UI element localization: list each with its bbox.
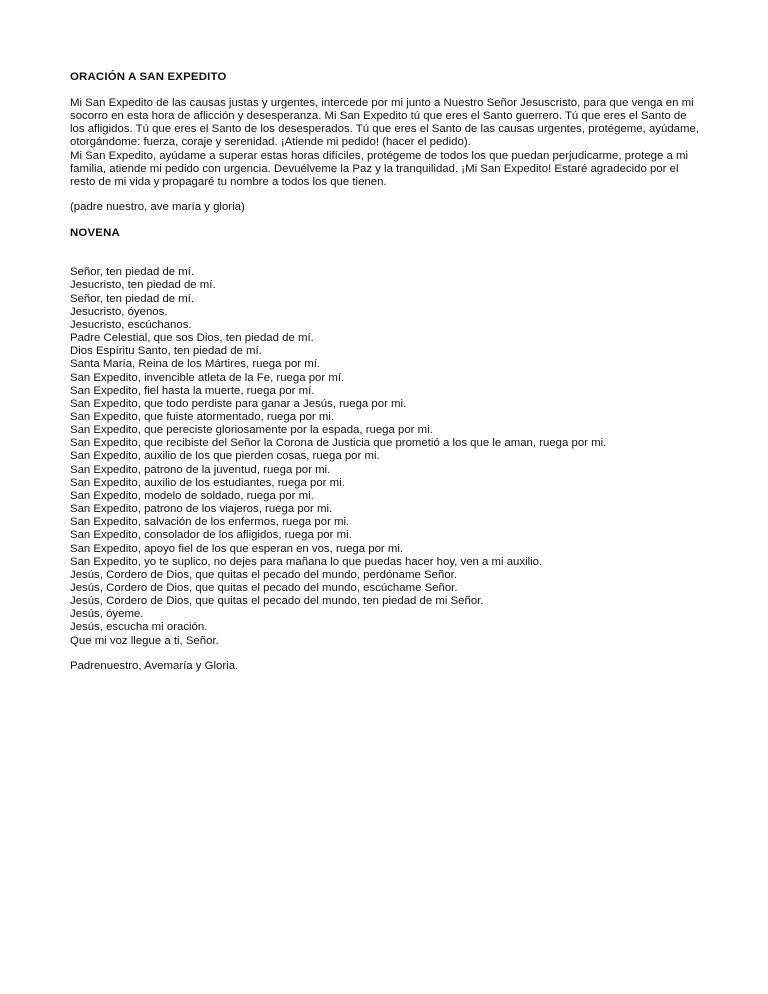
litany-line: San Expedito, consolador de los afligidos, ruega por mi.: [70, 529, 352, 542]
litany-line: Señor, ten piedad de mí.: [70, 292, 195, 305]
prayer-line: Mi San Expedito de las causas justas y urgentes, intercede por mi junto a Nuestro Señor Jesuscristo, para que venga en mi: [70, 97, 694, 109]
litany-line: San Expedito, que pereciste gloriosamente por la espada, ruega por mi.: [70, 424, 433, 437]
spacer: [70, 84, 710, 97]
prayer-line: socorro en esta hora de aflicción y desesperanza. Mi San Expedito tú que eres el Santo guerrero. Tú que eres el Santo de: [70, 110, 687, 123]
litany-line: San Expedito, auxilio de los que pierden cosas, ruega por mi.: [70, 450, 380, 463]
novena-title: NOVENA: [70, 227, 120, 240]
litany-line: Santa María, Reina de los Mártires, ruega por mí.: [70, 358, 321, 371]
litany-line: Jesucristo, óyenos.: [70, 305, 168, 318]
litany-line: San Expedito, que todo perdiste para ganar a Jesús, ruega por mi.: [70, 397, 407, 410]
litany-line: Jesucristo, ten piedad de mí.: [70, 279, 216, 292]
litany-line: San Expedito, auxilio de los estudiantes, ruega por mi.: [70, 476, 345, 489]
litany-line: Jesús, escucha mi oración.: [70, 621, 208, 634]
prayer-line: otorgándome: fuerza, coraje y serenidad. ¡Atiende mi pedido! (hacer el pedido).: [70, 136, 471, 149]
litany-line: San Expedito, apoyo fiel de los que esperan en vos, ruega por mi.: [70, 542, 404, 555]
prayer-line: familia, atiende mi pedido con urgencia. Devuélveme la Paz y la tranquilidad. ¡Mi San Expedito! Estaré agradecido por el: [70, 162, 679, 175]
closing-line: Padrenuestro, Avemaría y Gloria.: [70, 659, 239, 672]
litany-line: San Expedito, fiel hasta la muerte, ruega por mí.: [70, 384, 315, 397]
litany-line: San Expedito, que recibiste del Señor la Corona de Justicia que prometió a los que le aman, ruega por mi.: [70, 437, 607, 450]
prayer-title: ORACIÓN A SAN EXPEDITO: [70, 71, 227, 83]
litany-line: San Expedito, que fuiste atormentado, ruega por mi.: [70, 410, 335, 423]
litany-line: San Expedito, modelo de soldado, ruega por mi.: [70, 489, 314, 502]
litany-line: Que mi voz llegue a ti, Señor.: [70, 634, 219, 647]
prayer-line: Mi San Expedito, ayúdame a superar estas horas difíciles, protégeme de todos los que puedan perjudicarme, protege a mi: [70, 149, 688, 162]
litany-line: Jesucristo, escúchanos.: [70, 318, 192, 331]
prayer-line: los afligidos. Tú que eres el Santo de los desesperados. Tú que eres el Santo de las causas urgentes, protégeme, ayúdame,: [70, 123, 699, 136]
litany-list: [70, 266, 710, 648]
spacer: [70, 240, 710, 266]
spacer: [70, 189, 710, 201]
spacer: [70, 214, 710, 226]
prayer-body: [70, 97, 710, 189]
litany-line: Padre Celestial, que sos Dios, ten piedad de mí.: [70, 332, 314, 345]
litany-line: Jesús, Cordero de Dios, que quitas el pecado del mundo, ten piedad de mi Señor.: [70, 595, 484, 608]
litany-line: Señor, ten piedad de mí.: [70, 266, 195, 279]
litany-line: Jesús, Cordero de Dios, que quitas el pecado del mundo, escúchame Señor.: [70, 582, 458, 594]
prayer-line: resto de mi vida y propagaré tu nombre a todos los que tienen.: [70, 175, 387, 188]
litany-line: San Expedito, salvación de los enfermos, ruega por mi.: [70, 516, 350, 529]
litany-line: San Expedito, patrono de la juventud, ruega por mi.: [70, 463, 331, 476]
litany-line: San Expedito, yo te suplico, no dejes para mañana lo que puedas hacer hoy, ven a mi auxilio.: [70, 555, 543, 568]
prayer-note: (padre nuestro, ave maría y gloria): [70, 201, 245, 214]
document-page: [70, 70, 710, 673]
litany-line: San Expedito, invencible atleta de la Fe, ruega por mí.: [70, 371, 345, 384]
litany-line: Dios Espíritu Santo, ten piedad de mí.: [70, 345, 262, 358]
litany-line: San Expedito, patrono de los viajeros, ruega por mi.: [70, 503, 333, 516]
litany-line: Jesús, óyeme.: [70, 608, 144, 621]
spacer: [70, 648, 710, 660]
litany-line: Jesús, Cordero de Dios, que quitas el pecado del mundo, perdóname Señor.: [70, 568, 457, 581]
